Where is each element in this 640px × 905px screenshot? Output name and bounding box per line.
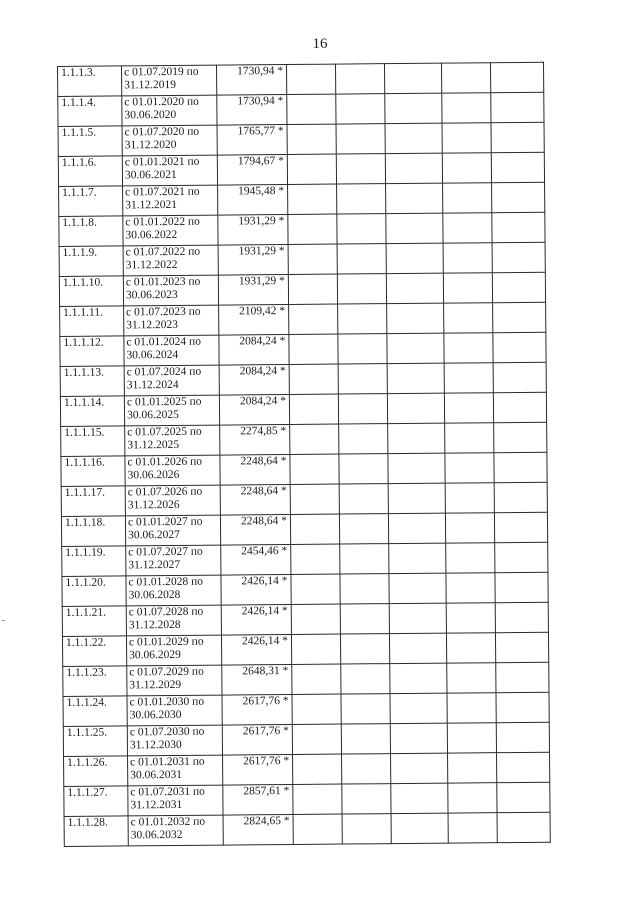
row-number-cell: 1.1.1.19.: [62, 546, 126, 577]
period-cell: с 01.07.2028 по 31.12.2028: [126, 605, 221, 636]
table-row: [62, 542, 548, 576]
empty-cell: [390, 723, 447, 753]
table-row: [61, 512, 547, 546]
table-row: [64, 782, 550, 816]
empty-cell: [387, 303, 444, 333]
empty-cell: [445, 453, 494, 483]
value-cell: 2084,24 *: [219, 394, 289, 425]
table-row: [58, 62, 544, 96]
empty-cell: [293, 814, 342, 844]
row-number-cell: 1.1.1.28.: [64, 816, 128, 847]
table-row: [62, 602, 548, 636]
empty-cell: [390, 693, 447, 723]
empty-cell: [341, 694, 390, 724]
empty-cell: [342, 814, 391, 844]
empty-cell: [387, 333, 444, 363]
empty-cell: [287, 94, 336, 124]
empty-cell: [493, 392, 546, 422]
empty-cell: [289, 304, 338, 334]
period-cell: с 01.01.2023 по 30.06.2023: [123, 275, 218, 306]
empty-cell: [342, 784, 391, 814]
period-cell: с 01.01.2029 по 30.06.2029: [126, 635, 221, 666]
empty-cell: [494, 482, 547, 512]
empty-cell: [291, 634, 340, 664]
row-number-cell: 1.1.1.12.: [60, 336, 124, 367]
period-cell: с 01.01.2021 по 30.06.2021: [122, 155, 217, 186]
empty-cell: [339, 484, 388, 514]
value-cell: 2084,24 *: [219, 364, 289, 395]
empty-cell: [447, 663, 496, 693]
empty-cell: [391, 813, 448, 843]
empty-cell: [340, 604, 389, 634]
value-cell: 1945,48 *: [218, 184, 288, 215]
empty-cell: [385, 123, 442, 153]
empty-cell: [339, 514, 388, 544]
period-cell: с 01.01.2032 по 30.06.2032: [128, 815, 223, 846]
value-cell: 1730,94 *: [216, 64, 286, 95]
value-cell: 2248,64 *: [220, 514, 290, 545]
row-number-cell: 1.1.1.14.: [60, 396, 124, 427]
empty-cell: [286, 64, 335, 94]
table-row: [60, 332, 546, 366]
empty-cell: [338, 364, 387, 394]
empty-cell: [496, 722, 549, 752]
row-number-cell: 1.1.1.24.: [63, 696, 127, 727]
row-number-cell: 1.1.1.18.: [61, 516, 125, 547]
empty-cell: [443, 213, 492, 243]
row-number-cell: 1.1.1.9.: [59, 246, 123, 277]
table-row: [63, 662, 549, 696]
table-row: [58, 122, 544, 156]
table-row: [60, 392, 546, 426]
tariff-table: [57, 62, 551, 847]
value-cell: 2857,61 *: [223, 784, 293, 815]
period-cell: с 01.07.2019 по 31.12.2019: [122, 65, 217, 96]
row-number-cell: 1.1.1.4.: [58, 96, 122, 127]
value-cell: 1794,67 *: [217, 154, 287, 185]
table-row: [59, 242, 545, 276]
table-row: [62, 572, 548, 606]
empty-cell: [442, 123, 491, 153]
value-cell: 1931,29 *: [218, 274, 288, 305]
empty-cell: [386, 213, 443, 243]
value-cell: 2617,76 *: [222, 724, 292, 755]
period-cell: с 01.01.2027 по 30.06.2027: [125, 515, 220, 546]
period-cell: с 01.01.2030 по 30.06.2030: [127, 695, 222, 726]
empty-cell: [387, 363, 444, 393]
empty-cell: [337, 244, 386, 274]
empty-cell: [493, 332, 546, 362]
empty-cell: [337, 214, 386, 244]
empty-cell: [340, 574, 389, 604]
row-number-cell: 1.1.1.21.: [62, 606, 126, 637]
period-cell: с 01.01.2020 по 30.06.2020: [122, 95, 217, 126]
empty-cell: [288, 274, 337, 304]
value-cell: 2109,42 *: [219, 304, 289, 335]
empty-cell: [389, 633, 446, 663]
period-cell: с 01.07.2027 по 31.12.2027: [126, 545, 221, 576]
empty-cell: [497, 812, 550, 842]
empty-cell: [337, 274, 386, 304]
empty-cell: [292, 724, 341, 754]
table-row: [63, 692, 549, 726]
empty-cell: [385, 153, 442, 183]
empty-cell: [447, 723, 496, 753]
period-cell: с 01.07.2020 по 31.12.2020: [122, 125, 217, 156]
empty-cell: [493, 302, 546, 332]
period-cell: с 01.01.2024 по 30.06.2024: [124, 335, 219, 366]
empty-cell: [336, 154, 385, 184]
period-cell: с 01.07.2021 по 31.12.2021: [123, 185, 218, 216]
empty-cell: [446, 573, 495, 603]
empty-cell: [385, 93, 442, 123]
empty-cell: [496, 662, 549, 692]
period-cell: с 01.01.2026 по 30.06.2026: [125, 455, 220, 486]
table-row: [58, 92, 544, 126]
empty-cell: [288, 184, 337, 214]
empty-cell: [289, 364, 338, 394]
empty-cell: [494, 452, 547, 482]
value-cell: 1730,94 *: [217, 94, 287, 125]
empty-cell: [335, 64, 384, 94]
period-cell: с 01.07.2024 по 31.12.2024: [124, 365, 219, 396]
empty-cell: [442, 153, 491, 183]
empty-cell: [443, 243, 492, 273]
period-cell: с 01.07.2022 по 31.12.2022: [123, 245, 218, 276]
table-row: [61, 482, 547, 516]
period-cell: с 01.01.2025 по 30.06.2025: [124, 395, 219, 426]
value-cell: 2248,64 *: [220, 454, 290, 485]
value-cell: 1765,77 *: [217, 124, 287, 155]
value-cell: 2274,85 *: [220, 424, 290, 455]
empty-cell: [442, 93, 491, 123]
table-row: [60, 362, 546, 396]
empty-cell: [495, 542, 548, 572]
period-cell: с 01.07.2031 по 31.12.2031: [128, 785, 223, 816]
empty-cell: [493, 362, 546, 392]
table-row: [63, 722, 549, 756]
row-number-cell: 1.1.1.20.: [62, 576, 126, 607]
row-number-cell: 1.1.1.5.: [58, 126, 122, 157]
row-number-cell: 1.1.1.13.: [60, 366, 124, 397]
empty-cell: [291, 544, 340, 574]
value-cell: 1931,29 *: [218, 244, 288, 275]
table-row: [62, 632, 548, 666]
table-row: [61, 422, 547, 456]
table-row: [64, 812, 550, 846]
empty-cell: [389, 543, 446, 573]
row-number-cell: 1.1.1.11.: [60, 306, 124, 337]
period-cell: с 01.07.2029 по 31.12.2029: [127, 665, 222, 696]
empty-cell: [340, 634, 389, 664]
empty-cell: [341, 724, 390, 754]
empty-cell: [288, 214, 337, 244]
table-row: [59, 182, 545, 216]
empty-cell: [492, 212, 545, 242]
empty-cell: [447, 693, 496, 723]
empty-cell: [495, 572, 548, 602]
value-cell: 2454,46 *: [221, 544, 291, 575]
table-row: [60, 302, 546, 336]
table-row: [64, 752, 550, 786]
empty-cell: [495, 602, 548, 632]
empty-cell: [290, 514, 339, 544]
empty-cell: [386, 243, 443, 273]
empty-cell: [290, 424, 339, 454]
row-number-cell: 1.1.1.8.: [59, 216, 123, 247]
value-cell: 2248,64 *: [220, 484, 290, 515]
period-cell: с 01.01.2022 по 30.06.2022: [123, 215, 218, 246]
row-number-cell: 1.1.1.15.: [61, 426, 125, 457]
empty-cell: [338, 394, 387, 424]
empty-cell: [293, 784, 342, 814]
empty-cell: [391, 783, 448, 813]
empty-cell: [388, 423, 445, 453]
row-number-cell: 1.1.1.10.: [59, 276, 123, 307]
empty-cell: [290, 454, 339, 484]
empty-cell: [340, 544, 389, 574]
empty-cell: [491, 92, 544, 122]
value-cell: 2617,76 *: [222, 694, 292, 725]
empty-cell: [289, 394, 338, 424]
empty-cell: [446, 603, 495, 633]
page-number: 16: [312, 36, 328, 52]
row-number-cell: 1.1.1.6.: [58, 156, 122, 187]
empty-cell: [444, 333, 493, 363]
empty-cell: [490, 62, 543, 92]
table-row: [58, 152, 544, 186]
empty-cell: [497, 782, 550, 812]
row-number-cell: 1.1.1.7.: [59, 186, 123, 217]
empty-cell: [291, 574, 340, 604]
value-cell: 2084,24 *: [219, 334, 289, 365]
empty-cell: [448, 783, 497, 813]
value-cell: 1931,29 *: [218, 214, 288, 245]
empty-cell: [292, 694, 341, 724]
period-cell: с 01.07.2026 по 31.12.2026: [125, 485, 220, 516]
empty-cell: [339, 424, 388, 454]
period-cell: с 01.07.2025 по 31.12.2025: [125, 425, 220, 456]
empty-cell: [336, 94, 385, 124]
row-number-cell: 1.1.1.25.: [63, 726, 127, 757]
empty-cell: [386, 183, 443, 213]
empty-cell: [491, 152, 544, 182]
value-cell: 2648,31 *: [222, 664, 292, 695]
tariff-table-body: [58, 62, 551, 846]
empty-cell: [497, 752, 550, 782]
empty-cell: [389, 573, 446, 603]
empty-cell: [443, 273, 492, 303]
value-cell: 2426,14 *: [221, 604, 291, 635]
empty-cell: [491, 122, 544, 152]
empty-cell: [444, 393, 493, 423]
empty-cell: [441, 63, 490, 93]
empty-cell: [386, 273, 443, 303]
empty-cell: [492, 242, 545, 272]
row-number-cell: 1.1.1.23.: [63, 666, 127, 697]
empty-cell: [384, 63, 441, 93]
empty-cell: [342, 754, 391, 784]
empty-cell: [494, 512, 547, 542]
period-cell: с 01.01.2031 по 30.06.2031: [128, 755, 223, 786]
empty-cell: [496, 692, 549, 722]
empty-cell: [446, 633, 495, 663]
empty-cell: [445, 513, 494, 543]
empty-cell: [495, 632, 548, 662]
empty-cell: [492, 182, 545, 212]
row-number-cell: 1.1.1.3.: [58, 66, 122, 97]
row-number-cell: 1.1.1.17.: [61, 486, 125, 517]
empty-cell: [287, 154, 336, 184]
empty-cell: [291, 604, 340, 634]
row-number-cell: 1.1.1.27.: [64, 786, 128, 817]
empty-cell: [339, 454, 388, 484]
table-row: [59, 272, 545, 306]
empty-cell: [494, 422, 547, 452]
empty-cell: [443, 183, 492, 213]
empty-cell: [388, 453, 445, 483]
empty-cell: [445, 423, 494, 453]
empty-cell: [445, 483, 494, 513]
empty-cell: [338, 304, 387, 334]
value-cell: 2426,14 *: [221, 634, 291, 665]
empty-cell: [289, 334, 338, 364]
empty-cell: [448, 813, 497, 843]
empty-cell: [288, 244, 337, 274]
row-number-cell: 1.1.1.22.: [62, 636, 126, 667]
value-cell: 2824,65 *: [223, 814, 293, 845]
empty-cell: [336, 124, 385, 154]
empty-cell: [388, 513, 445, 543]
value-cell: 2617,76 *: [223, 754, 293, 785]
empty-cell: [391, 753, 448, 783]
empty-cell: [444, 303, 493, 333]
value-cell: 2426,14 *: [221, 574, 291, 605]
period-cell: с 01.01.2028 по 30.06.2028: [126, 575, 221, 606]
empty-cell: [293, 754, 342, 784]
empty-cell: [390, 663, 447, 693]
empty-cell: [337, 184, 386, 214]
empty-cell: [338, 334, 387, 364]
empty-cell: [341, 664, 390, 694]
row-number-cell: 1.1.1.26.: [64, 756, 128, 787]
empty-cell: [290, 484, 339, 514]
scan-mark: [2, 620, 5, 621]
empty-cell: [389, 603, 446, 633]
empty-cell: [387, 393, 444, 423]
row-number-cell: 1.1.1.16.: [61, 456, 125, 487]
table-row: [59, 212, 545, 246]
table-row: [61, 452, 547, 486]
empty-cell: [388, 483, 445, 513]
empty-cell: [448, 753, 497, 783]
period-cell: с 01.07.2023 по 31.12.2023: [124, 305, 219, 336]
empty-cell: [292, 664, 341, 694]
empty-cell: [287, 124, 336, 154]
period-cell: с 01.07.2030 по 31.12.2030: [127, 725, 222, 756]
empty-cell: [444, 363, 493, 393]
empty-cell: [492, 272, 545, 302]
empty-cell: [446, 543, 495, 573]
